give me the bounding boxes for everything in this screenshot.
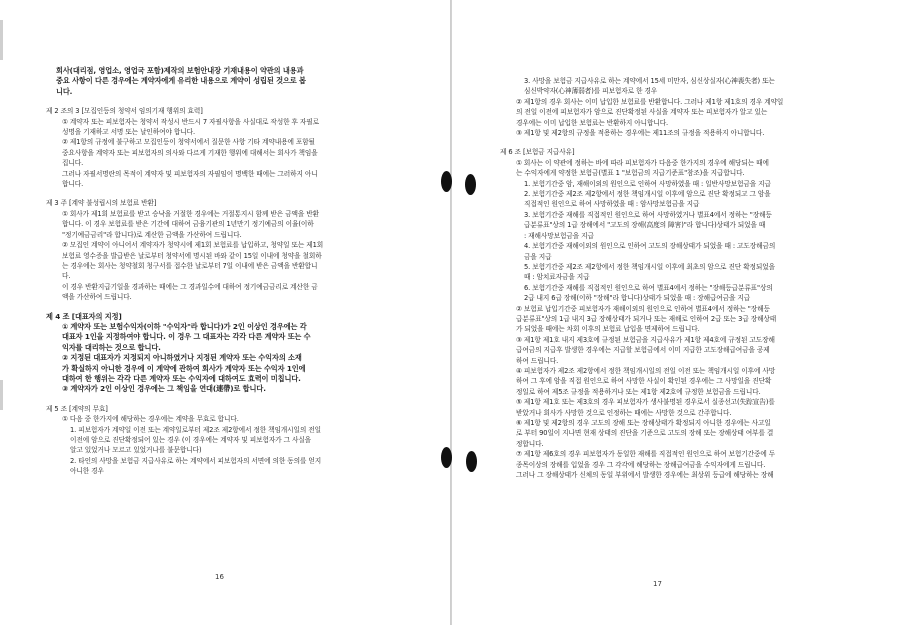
punch-hole <box>466 451 477 472</box>
text-line: ① 회사는 이 약관에 정하는 바에 따라 피보험자가 다음중 한가지의 경우에 해당되는 때에 <box>516 158 769 167</box>
text-line: 급분류표"상의 1급 내지 3급 장해상태가 되거나 또는 재해로 인하여 2급 또는 3급 장해상태 <box>516 314 777 323</box>
text-line: 2. 타인의 사망을 보험금 지급사유로 하는 계약에서 피보험자의 서면에 의한 동의를 얻지 <box>70 456 322 465</box>
text-line: 하여 그 후에 암을 직접 원인으로 하여 사망한 사실이 확인된 경우에는 그 사망일을 진단확 <box>516 377 772 386</box>
text-line: 4. 보험기간중 재해이외의 원인으로 인하여 고도의 장해상태가 되었을 때 : 고도장해금의 <box>524 242 776 251</box>
text-line: 보험료 영수증을 발급받은 날로부터 청약서에 명시된 바와 같이 15일 이내에 청약을 철회하 <box>62 251 322 260</box>
text-line: 이전에 암으로 진단확정되어 있는 경우 (이 경우에는 계약자 및 피보험자가 그 사실을 <box>70 436 312 444</box>
paragraph-gap <box>46 395 412 404</box>
left-page-text <box>46 66 412 477</box>
text-line: 경우에는 이미 납입한 보험료는 반환하지 아니합니다. <box>516 118 669 127</box>
text-line: ⑥ 제1항 및 제2항의 경우 고도의 장해 또는 장해상태가 확정되지 아니한 경우에는 사고일 <box>516 419 771 427</box>
page-number-right: 17 <box>653 580 662 588</box>
text-line: : 재해사망보험금을 지급 <box>524 231 594 240</box>
text-line: 는 경우에는 회사는 청약철회 청구서를 접수한 날로부터 7일 이내에 받은 금액을 반환합니 <box>62 261 318 270</box>
text-line: 대하여 한 행위는 각각 다른 계약자 또는 수익자에 대하여도 효력이 미칩니다. <box>62 373 301 383</box>
scan-edge-mark <box>0 380 3 410</box>
text-line: ① 계약자 또는 보험수익자(이하 "수익자"라 합니다)가 2인 이상인 경우에는 각 <box>62 321 307 331</box>
text-line: 5. 보험기간중 제2조 제2항에서 정한 책임개시일 이후에 최초의 암으로 진단 확정되었을 <box>524 262 775 271</box>
text-line: 이 경우 반환지급기일을 경과하는 때에는 그 경과일수에 대하여 정기예금금리로 계산한 금 <box>62 282 318 291</box>
text-line: 알고 있었거나 모르고 있었거나를 불문합니다) <box>70 446 202 455</box>
scan-edge-mark <box>0 20 3 60</box>
paragraph-gap <box>46 97 412 106</box>
text-line: 는 수익자에게 약정한 보험금(별표 1 "보험금의 지급기준표"참조)을 지급합니다. <box>516 169 745 178</box>
text-line: 6. 보험기간중 재해를 직접적인 원인으로 하여 별표4에서 정하는 "장해등급분류표"상의 <box>524 283 773 292</box>
text-line: 3. 보험기간중 재해를 직접적인 원인으로 하여 사망하였거나 별표4에서 정하는 "장해등 <box>524 210 772 219</box>
text-line: ④ 피보험자가 제2조 제2항에서 정한 책임개시일의 전일 이전 또는 책임개시일 이후에 사망 <box>516 366 776 375</box>
text-line: 2. 보험기간중 제2조 제2항에서 정한 책임개시일 이후에 암으로 진단 확정되고 그 암을 <box>524 190 771 199</box>
text-line: 받았거나 회사가 사망한 것으로 인정하는 때에는 사망한 것으로 간주합니다. <box>516 408 732 417</box>
text-line: 합니다. <box>62 180 84 189</box>
text-line: 1. 보험기간중 암, 재해이외의 원인으로 인하여 사망하였을 때 : 일반사망보험금을 지급 <box>524 179 771 188</box>
text-line: 급분류표"상의 1급 장해에서 "고도의 장해(高度의 障害)"라 합니다)상태가 되었을 때 <box>524 221 766 230</box>
text-line: 중요 사항이 다른 경우에는 계약자에게 유리한 내용으로 계약이 성립된 것으로 봅 <box>56 76 306 86</box>
text-line: 심신박약자(心神薄弱者)를 피보험자로 한 경우 <box>524 87 658 96</box>
text-line: ① 회사가 제1회 보험료를 받고 승낙을 거절한 경우에는 거절통지시 함께 받은 금액을 반환 <box>62 209 319 218</box>
text-line: 회사(대리점, 영업소, 영업국 포함)제작의 보험안내장 기재내용이 약관의 내용과 <box>56 66 304 75</box>
punch-hole <box>441 447 452 468</box>
text-line: 종목이상의 장해를 입었을 경우 그 각각에 해당하는 장해급여금을 수익자에게 드립니다. <box>516 460 766 469</box>
text-line: 하여 드립니다. <box>516 356 559 365</box>
text-line: 정일로 하여 제5조 규정을 적용하거나 또는 제1항 제2호에 규정한 보험금을 드립니다. <box>516 387 761 396</box>
text-line: 정합니다. <box>516 439 544 448</box>
text-line: 가 되었을 때에는 차회 이후의 보험료 납입을 면제하여 드립니다. <box>516 325 700 334</box>
paragraph-gap <box>500 138 880 147</box>
text-line: ⑦ 제1항 제6호의 경우 피보험자가 동일한 재해를 직접적인 원인으로 하여 보험기간중에 두 <box>516 450 776 459</box>
text-line: ② 지정된 대표자가 지정되지 아니하였거나 지정된 계약자 또는 수익자의 소재 <box>62 353 302 363</box>
text-line: ② 모집인 계약이 아니어서 계약자가 청약시에 제1회 보험료를 납입하고, 청약일 또는 제1회 <box>62 241 324 250</box>
text-line: 익자를 대리하는 것으로 합니다. <box>62 342 161 352</box>
paragraph-gap <box>46 303 412 312</box>
text-line: 아니한 경우 <box>70 467 104 476</box>
text-line: 성명을 기재하고 서명 또는 날인하여야 합니다. <box>62 128 195 137</box>
text-line: 때 : 암치료자금을 지급 <box>524 273 590 282</box>
text-line: 중요사항을 계약자 또는 피보험자의 의사와 다르게 기재한 행위에 대해서는 회사가 책임을 <box>62 148 318 157</box>
text-line: 액을 가산하여 드립니다. <box>62 293 132 302</box>
text-line: 급여금의 지급후 발생한 경우에는 지급할 보험금에서 이미 지급한 고도장해급여금을 공제 <box>516 346 770 355</box>
text-line: ③ 제1항 제1호 내지 제3호에 규정된 보험금을 지급사유가 제1항 제4호에 규정된 고도장해 <box>516 335 775 344</box>
text-line: 그러나 자필서명란의 목적이 계약자 및 피보험자의 자필임이 명백한 때에는 그러하지 아니 <box>62 169 318 178</box>
text-line: 제 3 주 [계약 불성립시의 보험료 반환] <box>46 199 157 208</box>
text-line: ③ 계약자가 2인 이상인 경우에는 그 책임을 연대(連帶)로 합니다. <box>62 384 266 394</box>
paragraph-gap <box>46 189 412 198</box>
text-line: 금을 지급 <box>524 252 552 261</box>
right-page <box>452 0 900 625</box>
text-line: 합니다. 이 경우 보험료를 받은 기간에 대하여 금융기관의 1년만기 정기예금의 이율(이하 <box>62 220 314 229</box>
text-line: 1. 피보험자가 계약일 이전 또는 계약일로부터 제2조 제2항에서 정한 책임개시일의 전일 <box>70 425 321 434</box>
text-line: 다. <box>62 272 71 281</box>
text-line: 대표자 1인을 지정하여야 합니다. 이 경우 그 대표자는 각각 다른 계약자 또는 수 <box>62 332 311 342</box>
text-line: 가 확실하지 아니한 경우에 이 계약에 관하여 회사가 계약자 또는 수익자 1인에 <box>62 363 306 373</box>
text-line: 제 4 조 [대표자의 지정] <box>46 311 122 321</box>
right-page-text <box>500 76 880 480</box>
text-line: "정기예금금리"라 합니다)로 계산한 금액을 가산하여 드립니다. <box>62 230 242 239</box>
text-line: ① 다음 중 한가지에 해당하는 경우에는 계약을 무효로 합니다. <box>62 415 239 424</box>
text-line: 제 6 조 [보험금 지급사유] <box>500 148 575 157</box>
text-line: 제 5 조 [계약의 무효] <box>46 404 108 413</box>
text-line: 제 2 조의 3 [모집인등의 청약서 임의기재 행위의 효력] <box>46 107 203 116</box>
text-line: ② 보험료 납입기간중 피보험자가 재해이외의 원인으로 인하여 별표4에서 정하는 "장해등 <box>516 304 770 313</box>
text-line: 직접적인 원인으로 하여 사망하였을 때 : 암사망보험금을 지급 <box>524 200 700 209</box>
text-line: 집니다. <box>62 159 84 168</box>
text-line: ⑤ 제1항 제1호 또는 제3호의 경우 피보험자가 생사불명된 경우로서 실종선고(失踪宣告)를 <box>516 398 775 407</box>
text-line: 그러나 그 장해상태가 신체의 동일 부위에서 발생한 경우에는 최상위 등급에 해당하는 장해 <box>516 471 774 480</box>
text-line: 니다. <box>56 86 73 96</box>
page-number-left: 16 <box>215 573 224 581</box>
text-line: 3. 사망을 보험금 지급사유로 하는 계약에서 15세 미만자, 심신상실자(心神喪失者) 또는 <box>524 77 775 85</box>
text-line: ③ 제1항 및 제2항의 규정을 적용하는 경우에는 제11조의 규정을 적용하지 아니합니다. <box>516 129 765 138</box>
text-line: 로 부터 90일이 지나면 현재 상태의 진단을 기준으로 고도의 장해 또는 장해상태 여부를 결 <box>516 429 774 438</box>
text-line: 2급 내지 6급 장해(이하 "장해"라 합니다)상태가 되었을 때 : 장해급여금을 지급 <box>524 294 751 303</box>
text-line: ① 계약자 또는 피보험자는 청약서 작성시 반드시 7 자필사항을 사실대로 작성한 후 자필로 <box>62 117 319 126</box>
text-line: ② 제1항의 규정에 불구하고 모집인등이 청약서에서 질문한 사항 기타 계약내용에 포함될 <box>62 138 315 147</box>
text-line: ② 제1항의 경우 회사는 이미 납입한 보험료를 반환합니다. 그러나 제1항 제1호의 경우 계약일 <box>516 97 784 106</box>
punch-hole <box>441 171 452 192</box>
text-line: 의 전일 이전에 피보험자가 암으로 진단확정된 사실을 계약자 또는 피보험자가 알고 있는 <box>516 108 768 117</box>
punch-hole <box>465 174 476 195</box>
